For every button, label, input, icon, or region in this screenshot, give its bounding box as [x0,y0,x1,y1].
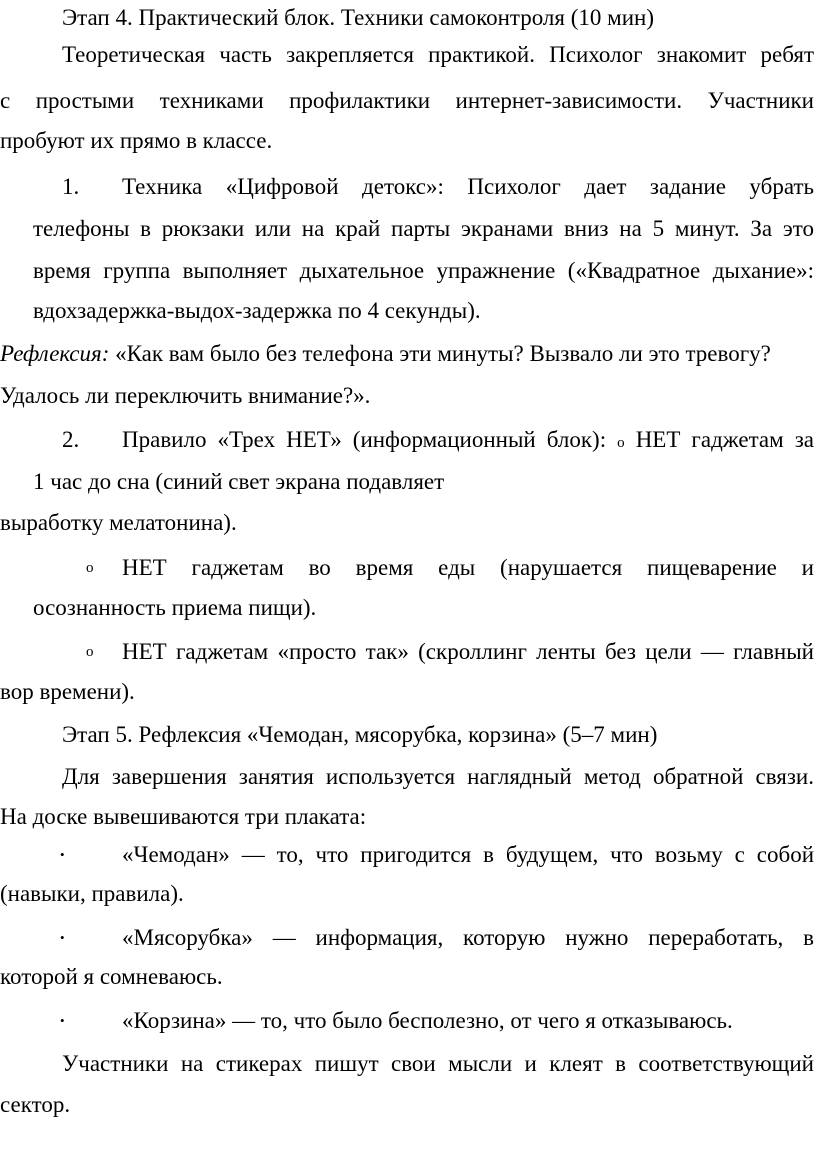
stage5-intro-line-2: На доске вывешиваются три плаката: [0,804,367,829]
rule-item-2-line-1: НЕТ гаджетам во время еды (нарушается пищеварение и [122,555,814,580]
stage4-heading: Этап 4. Практический блок. Техники самоконтроля (10 мин) [62,5,654,30]
poster-1-line-1: «Чемодан» — то, что пригодится в будущем, что возьму с собой [122,842,814,867]
circle-bullet-icon: o [617,435,625,451]
rule-item-3-line-2: вор времени). [0,679,135,704]
technique-1-line-4: вдохзадержка-выдох-задержка по 4 секунды). [33,298,481,323]
rule-item-1-start: НЕТ гаджетам за [635,427,815,452]
reflection-line-1 [0,339,814,369]
reflection-question-1: «Как вам было без телефона эти минуты? Вызвало ли это тревогу? [115,341,771,366]
technique-1-line-1: Техника «Цифровой детокс»: Психолог дает задание убрать [122,174,814,199]
bullet-icon: • [60,930,65,945]
rule-item-1-line-3: выработку мелатонина). [0,510,237,535]
stage5-closing-line-2: сектор. [0,1092,71,1117]
reflection-label: Рефлексия: [0,341,110,366]
stage4-intro-line-3: пробуют их прямо в классе. [0,128,273,153]
bullet-icon: • [60,1013,65,1028]
rule-item-2-line-2: осознанность приема пищи). [33,595,317,620]
rule-line-1 [122,425,814,458]
stage5-intro-line-1: Для завершения занятия используется наглядный метод обратной связи. [62,764,814,789]
bullet-icon: • [60,847,65,862]
reflection-line-2: Удалось ли переключить внимание?». [0,383,371,408]
poster-1-line-2: (навыки, правила). [0,881,184,906]
rule-number: 2. [62,427,80,452]
stage4-intro-line-1: Теоретическая часть закрепляется практикой. Психолог знакомит ребят [62,42,814,67]
poster-2-line-2: которой я сомневаюсь. [0,964,223,989]
circle-bullet-icon: o [86,644,94,660]
stage5-heading: Этап 5. Рефлексия «Чемодан, мясорубка, корзина» (5–7 мин) [62,722,658,747]
rule-item-1-line-2: 1 час до сна (синий свет экрана подавляет [33,469,445,494]
poster-2-line-1: «Мясорубка» — информация, которую нужно переработать, в [122,925,814,950]
stage4-intro-line-2: с простыми техниками профилактики интернет-зависимости. Участники [0,88,814,113]
technique-1-line-2: телефоны в рюкзаки или на край парты экранами вниз на 5 минут. За это [33,216,814,241]
poster-3-line-1: «Корзина» — то, что было бесполезно, от чего я отказываюсь. [122,1008,733,1033]
rule-item-3-line-1: НЕТ гаджетам «просто так» (скроллинг ленты без цели — главный [122,639,814,664]
rule-title: Правило «Трех НЕТ» (информационный блок): [122,427,607,452]
stage5-closing-line-1: Участники на стикерах пишут свои мысли и клеят в соответствующий [62,1051,814,1076]
technique-1-line-3: время группа выполняет дыхательное упражнение («Квадратное дыхание»: [33,258,814,283]
technique-1-number: 1. [62,174,80,199]
circle-bullet-icon: o [86,560,94,576]
